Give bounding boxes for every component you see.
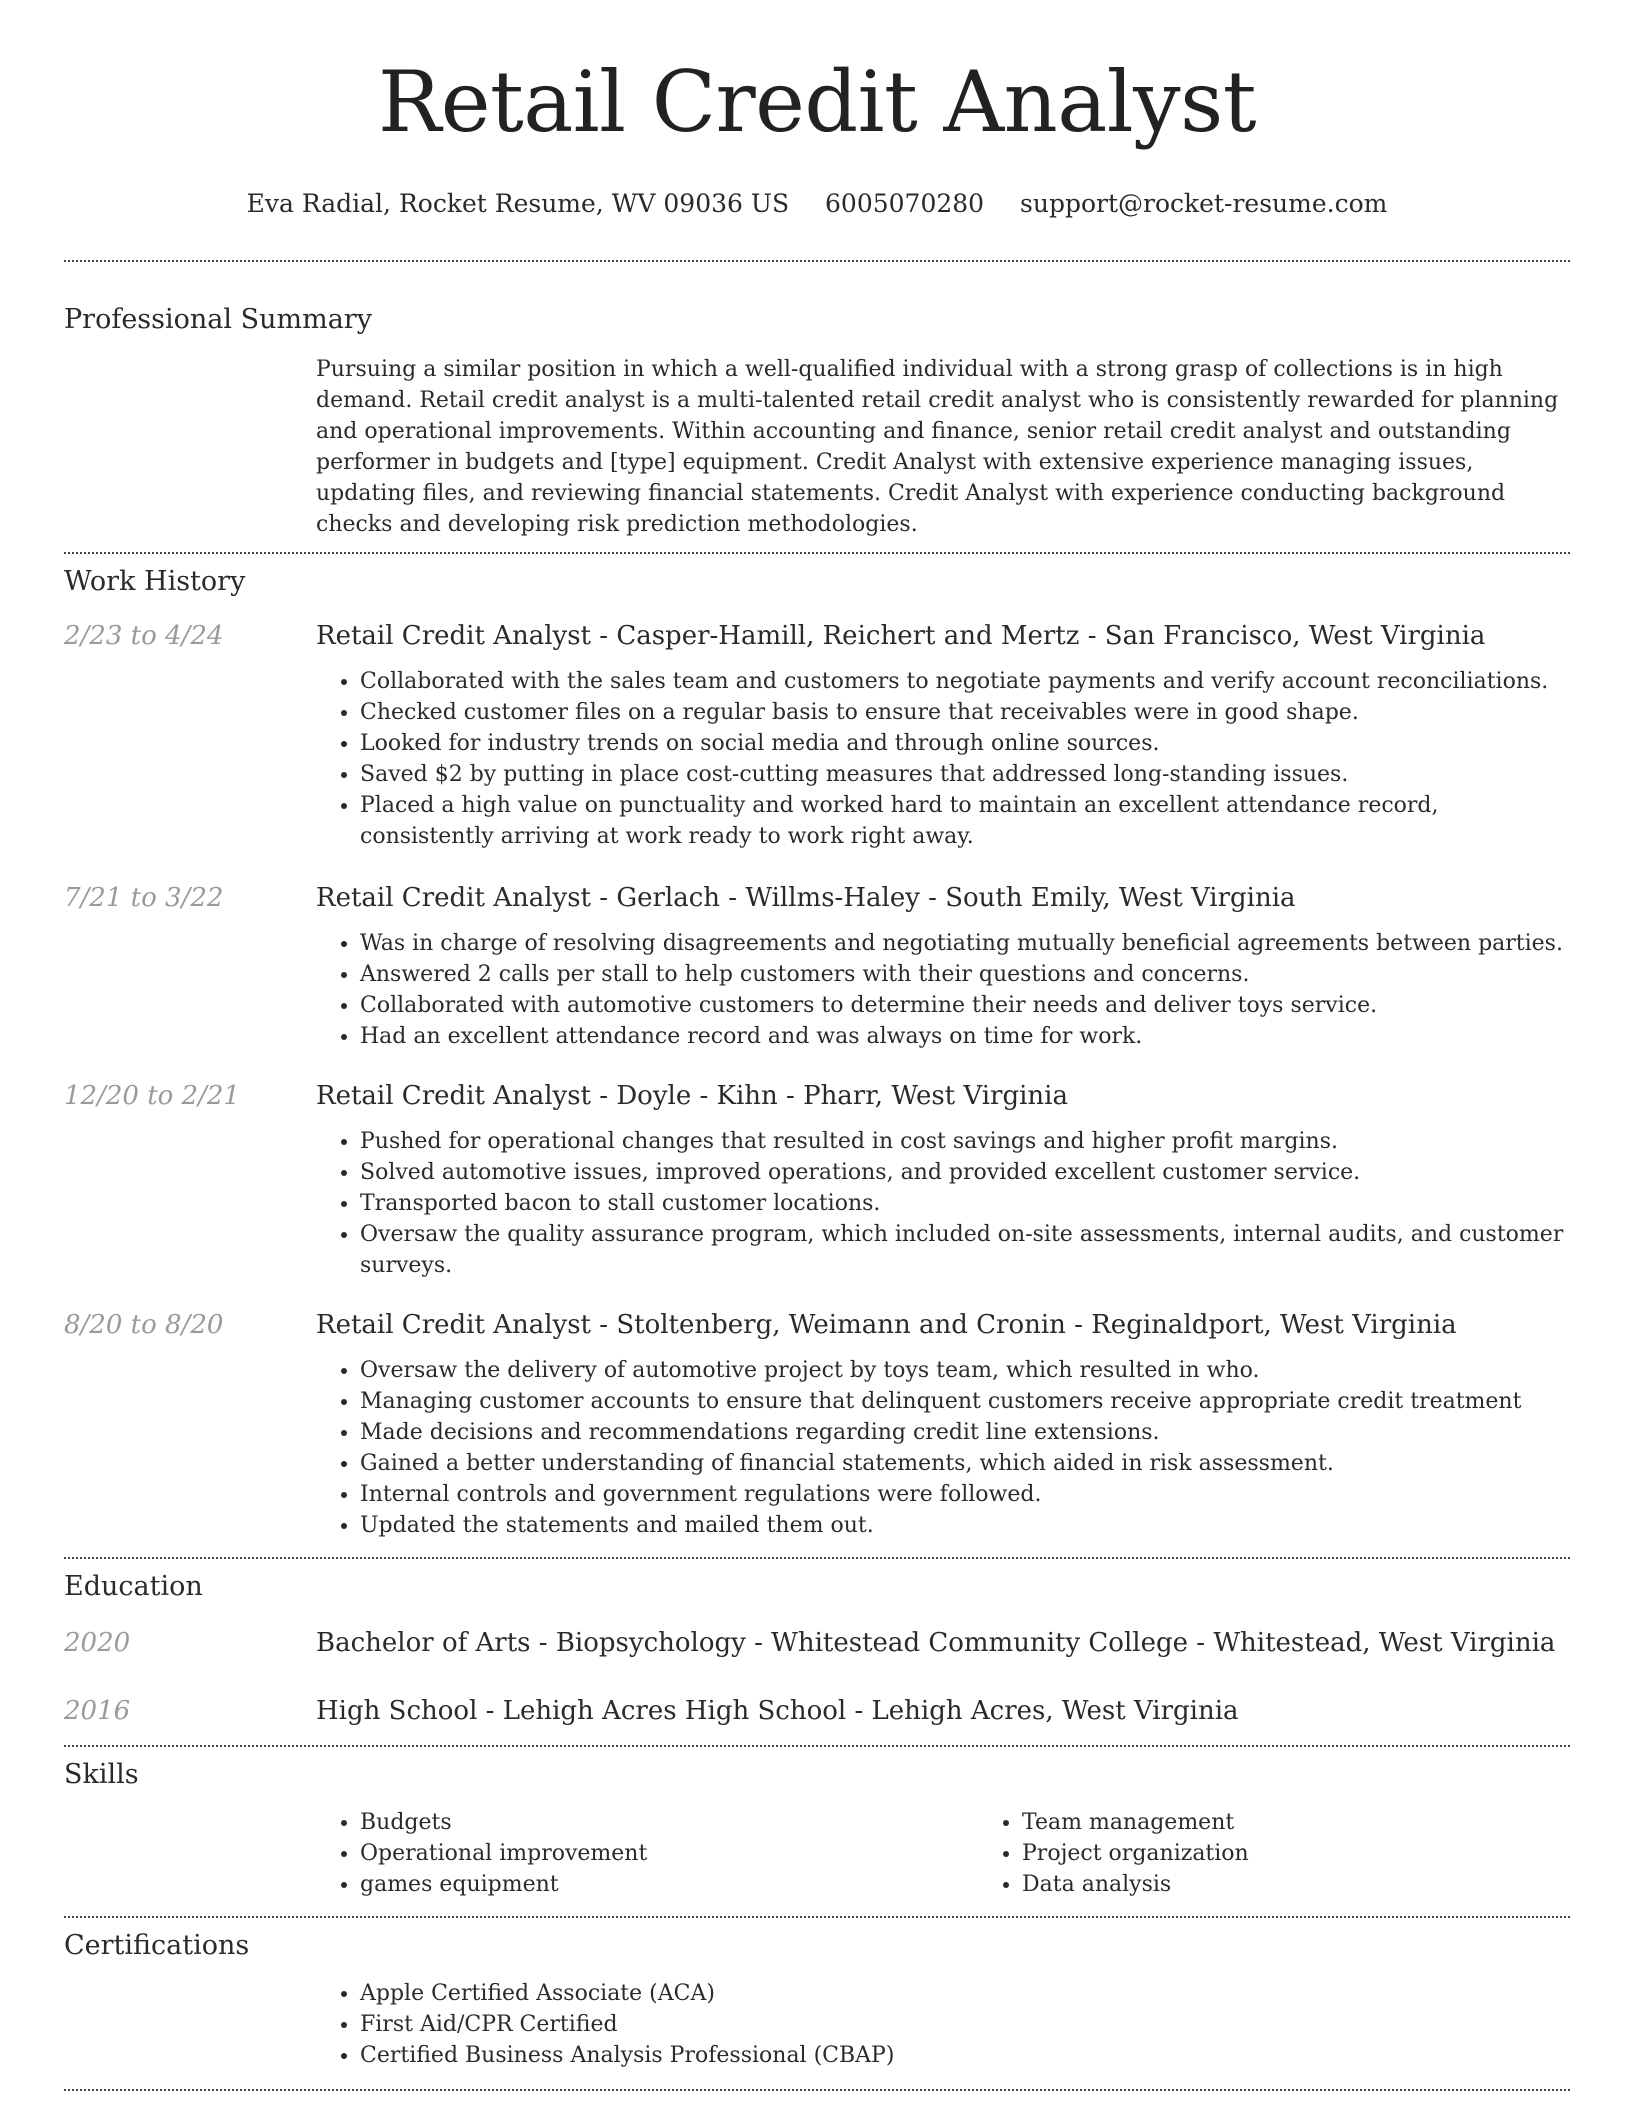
divider: [64, 1916, 1570, 1918]
skill-item: • Operational improvement: [360, 1838, 978, 1869]
skill-item: • Budgets: [360, 1807, 978, 1838]
job-bullet: • Managing customer accounts to ensure that delinquent customers receive appropriate credit treatment: [360, 1386, 1570, 1417]
job-bullet: • Saved $2 by putting in place cost-cutting measures that addressed long-standing issues.: [360, 759, 1570, 790]
job-bullet: • Gained a better understanding of financial statements, which aided in risk assessment.: [360, 1448, 1570, 1479]
education-text: High School - Lehigh Acres High School - Lehigh Acres, West Virginia: [316, 1696, 1239, 1726]
job-entry: [64, 1307, 1570, 1541]
job-entry: [64, 1078, 1570, 1281]
skills-column-1: [316, 1807, 978, 1900]
contact-phone: 6005070280: [825, 189, 985, 218]
education-text: Bachelor of Arts - Biopsychology - Whitestead Community College - Whitestead, West Virginia: [316, 1628, 1556, 1658]
job-entry: [64, 618, 1570, 852]
job-title: Retail Credit Analyst - Doyle - Kihn - Pharr, West Virginia: [316, 1081, 1068, 1111]
job-bullets: [316, 928, 1570, 1052]
divider: [64, 1557, 1570, 1559]
job-bullet: • Transported bacon to stall customer locations.: [360, 1188, 1570, 1219]
job-bullet: • Collaborated with the sales team and customers to negotiate payments and verify account reconciliations.: [360, 666, 1570, 697]
education-entry: [64, 1693, 1570, 1729]
resume-page: [64, 0, 1570, 2091]
education-year: 2016: [64, 1696, 131, 1726]
skill-item: • games equipment: [360, 1869, 978, 1900]
job-bullet: • Placed a high value on punctuality and worked hard to maintain an excellent attendance record, consistently arriving at work ready to work right away.: [360, 790, 1570, 852]
contact-line: [64, 186, 1570, 222]
job-title: Retail Credit Analyst - Stoltenberg, Weimann and Cronin - Reginaldport, West Virginia: [316, 1310, 1457, 1340]
skill-item: • Data analysis: [1022, 1869, 1632, 1900]
contact-address: Eva Radial, Rocket Resume, WV 09036 US: [246, 189, 790, 218]
section-heading-summary: Professional Summary: [64, 304, 372, 335]
skill-item: • Project organization: [1022, 1838, 1632, 1869]
job-bullet: • Was in charge of resolving disagreements and negotiating mutually beneficial agreements between parties.: [360, 928, 1570, 959]
job-title: Retail Credit Analyst - Casper-Hamill, Reichert and Mertz - San Francisco, West Virginia: [316, 621, 1486, 651]
job-bullets: [316, 1355, 1570, 1541]
divider: [64, 2089, 1570, 2091]
education-year: 2020: [64, 1628, 131, 1658]
job-bullets: [316, 666, 1570, 852]
divider: [64, 552, 1570, 554]
job-bullet: • Made decisions and recommendations regarding credit line extensions.: [360, 1417, 1570, 1448]
summary-text: Pursuing a similar position in which a well-qualified individual with a strong grasp of collections is in high demand. Retail credit analyst is a multi-talented retail credit analyst who is consistently rewarded for planning and operational improvements. Within accounting and finance, senior retail credit analyst and outstanding performer in budgets and [type] equipment. Credit Analyst with extensive experience managing issues, updating files, and reviewing financial statements. Credit Analyst with experience conducting background checks and developing risk prediction methodologies.: [316, 357, 1559, 537]
job-bullet: • Oversaw the delivery of automotive project by toys team, which resulted in who.: [360, 1355, 1570, 1386]
job-bullet: • Solved automotive issues, improved operations, and provided excellent customer service.: [360, 1157, 1570, 1188]
certifications-list: [316, 1978, 1570, 2071]
job-dates: 8/20 to 8/20: [64, 1310, 224, 1340]
job-bullet: • Updated the statements and mailed them out.: [360, 1510, 1570, 1541]
section-heading-work: Work History: [64, 566, 246, 597]
job-bullet: • Oversaw the quality assurance program, which included on-site assessments, internal audits, and customer surveys.: [360, 1219, 1570, 1281]
job-bullets: [316, 1126, 1570, 1281]
job-bullet: • Looked for industry trends on social media and through online sources.: [360, 728, 1570, 759]
certification-item: • Apple Certified Associate (ACA): [360, 1978, 1570, 2009]
job-bullet: • Collaborated with automotive customers to determine their needs and deliver toys service.: [360, 990, 1570, 1021]
education-entry: [64, 1625, 1570, 1661]
certification-item: • Certified Business Analysis Professional (CBAP): [360, 2040, 1570, 2071]
section-heading-education: Education: [64, 1571, 203, 1602]
certification-item: • First Aid/CPR Certified: [360, 2009, 1570, 2040]
job-entry: [64, 880, 1570, 1052]
job-bullet: • Internal controls and government regulations were followed.: [360, 1479, 1570, 1510]
job-bullet: • Pushed for operational changes that resulted in cost savings and higher profit margins.: [360, 1126, 1570, 1157]
resume-title: Retail Credit Analyst: [378, 53, 1256, 151]
divider: [64, 1745, 1570, 1747]
job-bullet: • Had an excellent attendance record and was always on time for work.: [360, 1021, 1570, 1052]
skill-item: • Team management: [1022, 1807, 1632, 1838]
job-dates: 12/20 to 2/21: [64, 1081, 240, 1111]
job-dates: 7/21 to 3/22: [64, 883, 224, 913]
job-dates: 2/23 to 4/24: [64, 621, 224, 651]
job-bullet: • Checked customer files on a regular basis to ensure that receivables were in good shape.: [360, 697, 1570, 728]
job-bullet: • Answered 2 calls per stall to help customers with their questions and concerns.: [360, 959, 1570, 990]
section-heading-certifications: Certifications: [64, 1930, 250, 1961]
contact-email: support@rocket-resume.com: [1020, 189, 1388, 218]
job-title: Retail Credit Analyst - Gerlach - Willms-Haley - South Emily, West Virginia: [316, 883, 1296, 913]
skills-column-2: [978, 1807, 1632, 1900]
divider: [64, 260, 1570, 262]
section-heading-skills: Skills: [64, 1759, 139, 1790]
work-history-list: [64, 618, 1570, 1541]
